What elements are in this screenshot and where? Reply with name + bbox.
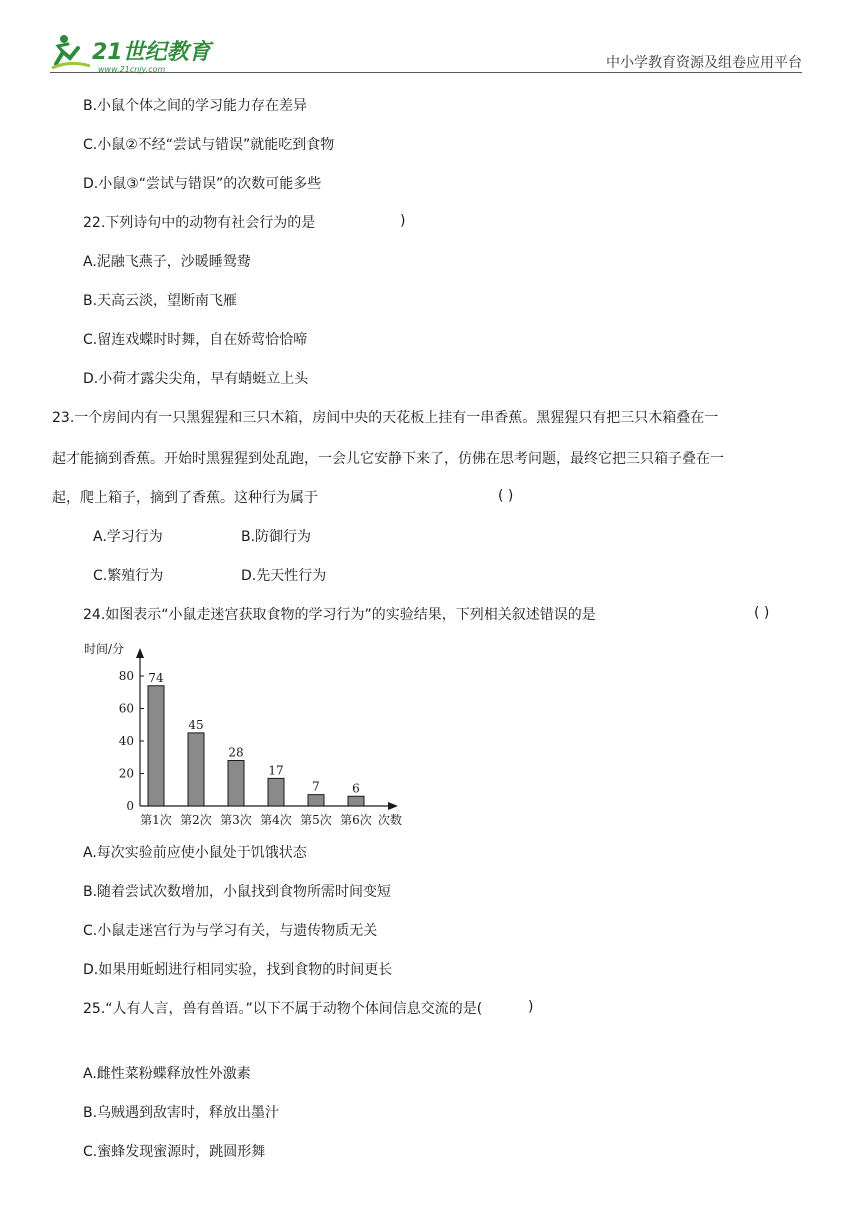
q22-option-d: D.小荷才露尖尖角，早有蜻蜓立上头 <box>83 371 309 387</box>
q24-option-c: C.小鼠走迷宫行为与学习有关，与遗传物质无关 <box>83 923 378 939</box>
q22-option-b: B.天高云淡，望断南飞雁 <box>83 293 238 309</box>
logo <box>50 30 225 75</box>
q23-option-d: D.先天性行为 <box>241 568 327 584</box>
x-axis-label: 次数 <box>378 813 403 827</box>
bar <box>188 733 204 806</box>
q23-stem-line3: 起，爬上箱子，摘到了香蕉。这种行为属于 <box>52 490 318 506</box>
x-tick-label: 第5次 <box>300 813 332 827</box>
bar-chart <box>82 636 422 836</box>
x-tick-label: 第4次 <box>260 813 292 827</box>
q24-stem: 24.如图表示“小鼠走迷宫获取食物的学习行为”的实验结果，下列相关叙述错误的是 <box>83 607 596 623</box>
q22-option-c: C.留连戏蝶时时舞，自在娇莺恰恰啼 <box>83 332 308 348</box>
q23-answer-paren: ( ) <box>498 488 514 504</box>
y-tick-label: 60 <box>118 701 134 716</box>
q25-stem: 25.“人有人言，兽有兽语。”以下不属于动物个体间信息交流的是( <box>83 1001 483 1017</box>
bar-value-label: 7 <box>312 779 320 794</box>
platform-name: 中小学教育资源及组卷应用平台 <box>606 55 802 71</box>
page-header <box>0 0 860 80</box>
bar <box>148 686 164 806</box>
bar-value-label: 74 <box>148 670 164 685</box>
q24-option-b: B.随着尝试次数增加，小鼠找到食物所需时间变短 <box>83 884 392 900</box>
q23-option-c: C.繁殖行为 <box>93 568 164 584</box>
y-tick-label: 20 <box>118 766 134 781</box>
bar-value-label: 6 <box>352 781 360 796</box>
logo-text: 21世纪教育 <box>92 40 211 65</box>
q23-option-b: B.防御行为 <box>241 529 312 545</box>
bar <box>228 761 244 807</box>
q25-option-a: A.雌性菜粉蝶释放性外激素 <box>83 1066 251 1082</box>
bar-value-label: 45 <box>188 717 204 732</box>
q25-answer-paren: ) <box>528 999 534 1015</box>
y-axis-label: 时间/分 <box>84 642 125 656</box>
q23-option-a: A.学习行为 <box>93 529 163 545</box>
y-tick-label: 40 <box>118 734 134 748</box>
q24-answer-paren: ( ) <box>754 605 770 621</box>
y-tick-label: 80 <box>118 669 134 683</box>
x-tick-label: 第6次 <box>340 813 372 827</box>
bar <box>348 796 364 806</box>
x-tick-label: 第2次 <box>180 813 212 827</box>
q25-option-b: B.乌贼遇到敌害时，释放出墨汁 <box>83 1105 280 1121</box>
q22-answer-paren: ) <box>400 213 406 229</box>
q22-stem: 22.下列诗句中的动物有社会行为的是 <box>83 215 316 231</box>
runner-icon <box>52 35 90 68</box>
q24-option-d: D.如果用蚯蚓进行相同实验，找到食物的时间更长 <box>83 962 393 978</box>
q24-option-a: A.每次实验前应使小鼠处于饥饿状态 <box>83 845 307 861</box>
x-tick-label: 第3次 <box>220 813 252 827</box>
bar <box>268 778 284 806</box>
x-tick-label: 第1次 <box>140 813 172 827</box>
q22-option-a: A.泥融飞燕子，沙暖睡鸳鸯 <box>83 254 251 270</box>
q23-stem-line1: 23.一个房间内有一只黑猩猩和三只木箱，房间中央的天花板上挂有一串香蕉。黑猩猩只有把三只木箱叠在一 <box>52 410 719 426</box>
q21-option-d: D.小鼠③“尝试与错误”的次数可能多些 <box>83 176 322 192</box>
y-tick-label: 0 <box>126 799 134 813</box>
x-axis-arrow <box>388 802 398 810</box>
q21-option-b: B.小鼠个体之间的学习能力存在差异 <box>83 98 308 114</box>
q21-option-c: C.小鼠②不经“尝试与错误”就能吃到食物 <box>83 137 335 153</box>
bar-value-label: 17 <box>268 763 284 778</box>
bar <box>308 795 324 806</box>
y-axis-arrow <box>136 648 144 658</box>
q25-option-c: C.蜜蜂发现蜜源时，跳圆形舞 <box>83 1144 266 1160</box>
header-divider <box>50 72 802 73</box>
bar-value-label: 28 <box>228 745 244 760</box>
q23-stem-line2: 起才能摘到香蕉。开始时黑猩猩到处乱跑，一会儿它安静下来了，仿佛在思考问题，最终它把三只箱子叠在一 <box>52 451 724 467</box>
logo-subtext: www.21cnjy.com <box>98 65 166 74</box>
